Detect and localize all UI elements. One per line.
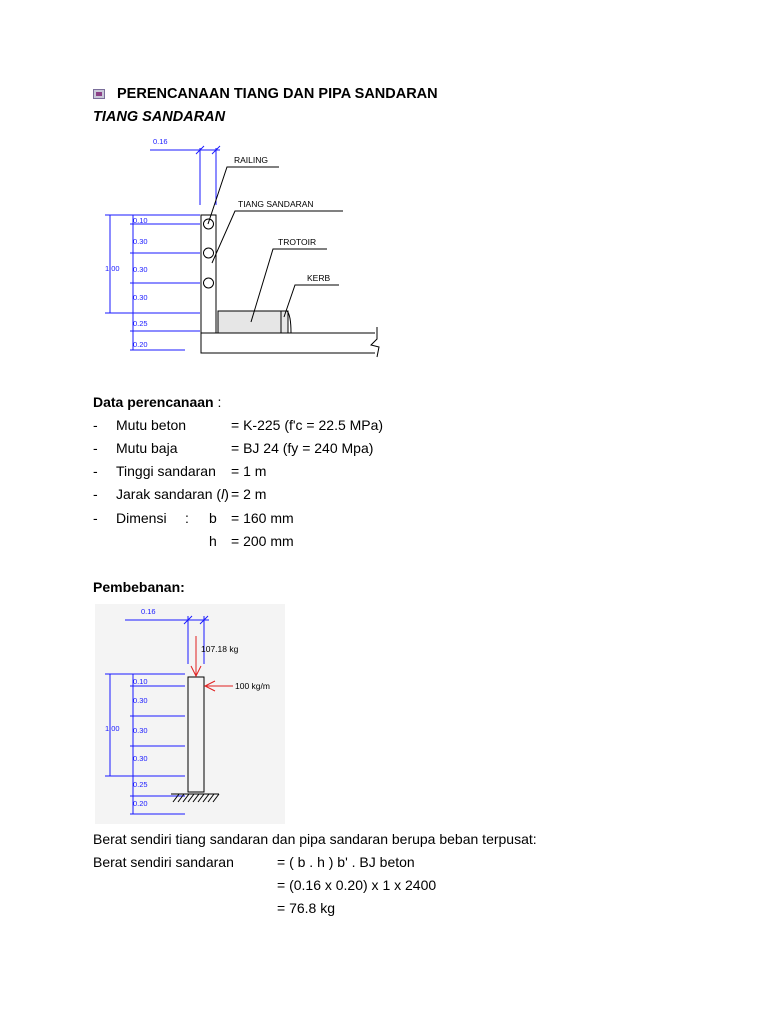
dim-label: 0.25 <box>133 319 148 328</box>
line-load-label: 100 kg/m <box>235 681 270 691</box>
data-heading: Data perencanaan : <box>93 394 222 410</box>
dim-label: 0.20 <box>133 340 148 349</box>
calc-result: = 76.8 kg <box>277 900 335 916</box>
dim-label: 0.20 <box>133 799 148 808</box>
section-subtitle: TIANG SANDARAN <box>93 109 226 125</box>
pembebanan-heading: Pembebanan: <box>93 579 185 595</box>
dim-label: 0.30 <box>133 726 148 735</box>
dim-label: 0.30 <box>133 265 148 274</box>
dim-label: 0.10 <box>133 216 148 225</box>
calc-intro: Berat sendiri tiang sandaran dan pipa sandaran berupa beban terpusat: <box>93 831 537 847</box>
dim-label: 0.25 <box>133 780 148 789</box>
dim-width-label: 0.16 <box>153 137 168 146</box>
calc-line: = ( b . h ) b' . BJ beton <box>277 854 415 870</box>
dim-width-label: 0.16 <box>141 607 156 616</box>
callout-railing: RAILING <box>234 155 269 165</box>
dim-total-label: 1.00 <box>105 264 120 273</box>
dim-label: 0.30 <box>133 754 148 763</box>
dim-label: 0.30 <box>133 237 148 246</box>
callout-kerb: KERB <box>307 273 331 283</box>
deck-outline <box>201 333 375 353</box>
dim-label: 0.30 <box>133 293 148 302</box>
calc-label: Berat sendiri sandaran <box>93 854 234 870</box>
dim-total-label: 1.00 <box>105 724 120 733</box>
calc-line: = (0.16 x 0.20) x 1 x 2400 <box>277 877 437 893</box>
callout-trotoir: TROTOIR <box>278 237 317 247</box>
leader-kerb <box>284 285 339 317</box>
callout-tiang-sandaran: TIANG SANDARAN <box>238 199 314 209</box>
point-load-label: 107.18 kg <box>201 644 239 654</box>
post-outline <box>201 215 216 333</box>
railing-pipe <box>204 248 214 258</box>
page-title: PERENCANAAN TIANG DAN PIPA SANDARAN <box>117 86 438 102</box>
dim-label: 0.30 <box>133 696 148 705</box>
title-bullet-icon <box>93 89 105 99</box>
dim-label: 0.10 <box>133 677 148 686</box>
figure-railing-section <box>95 135 395 363</box>
figure-load-diagram <box>95 604 285 824</box>
railing-pipe <box>204 278 214 288</box>
figure-background <box>95 604 285 824</box>
leader-railing <box>208 167 279 224</box>
